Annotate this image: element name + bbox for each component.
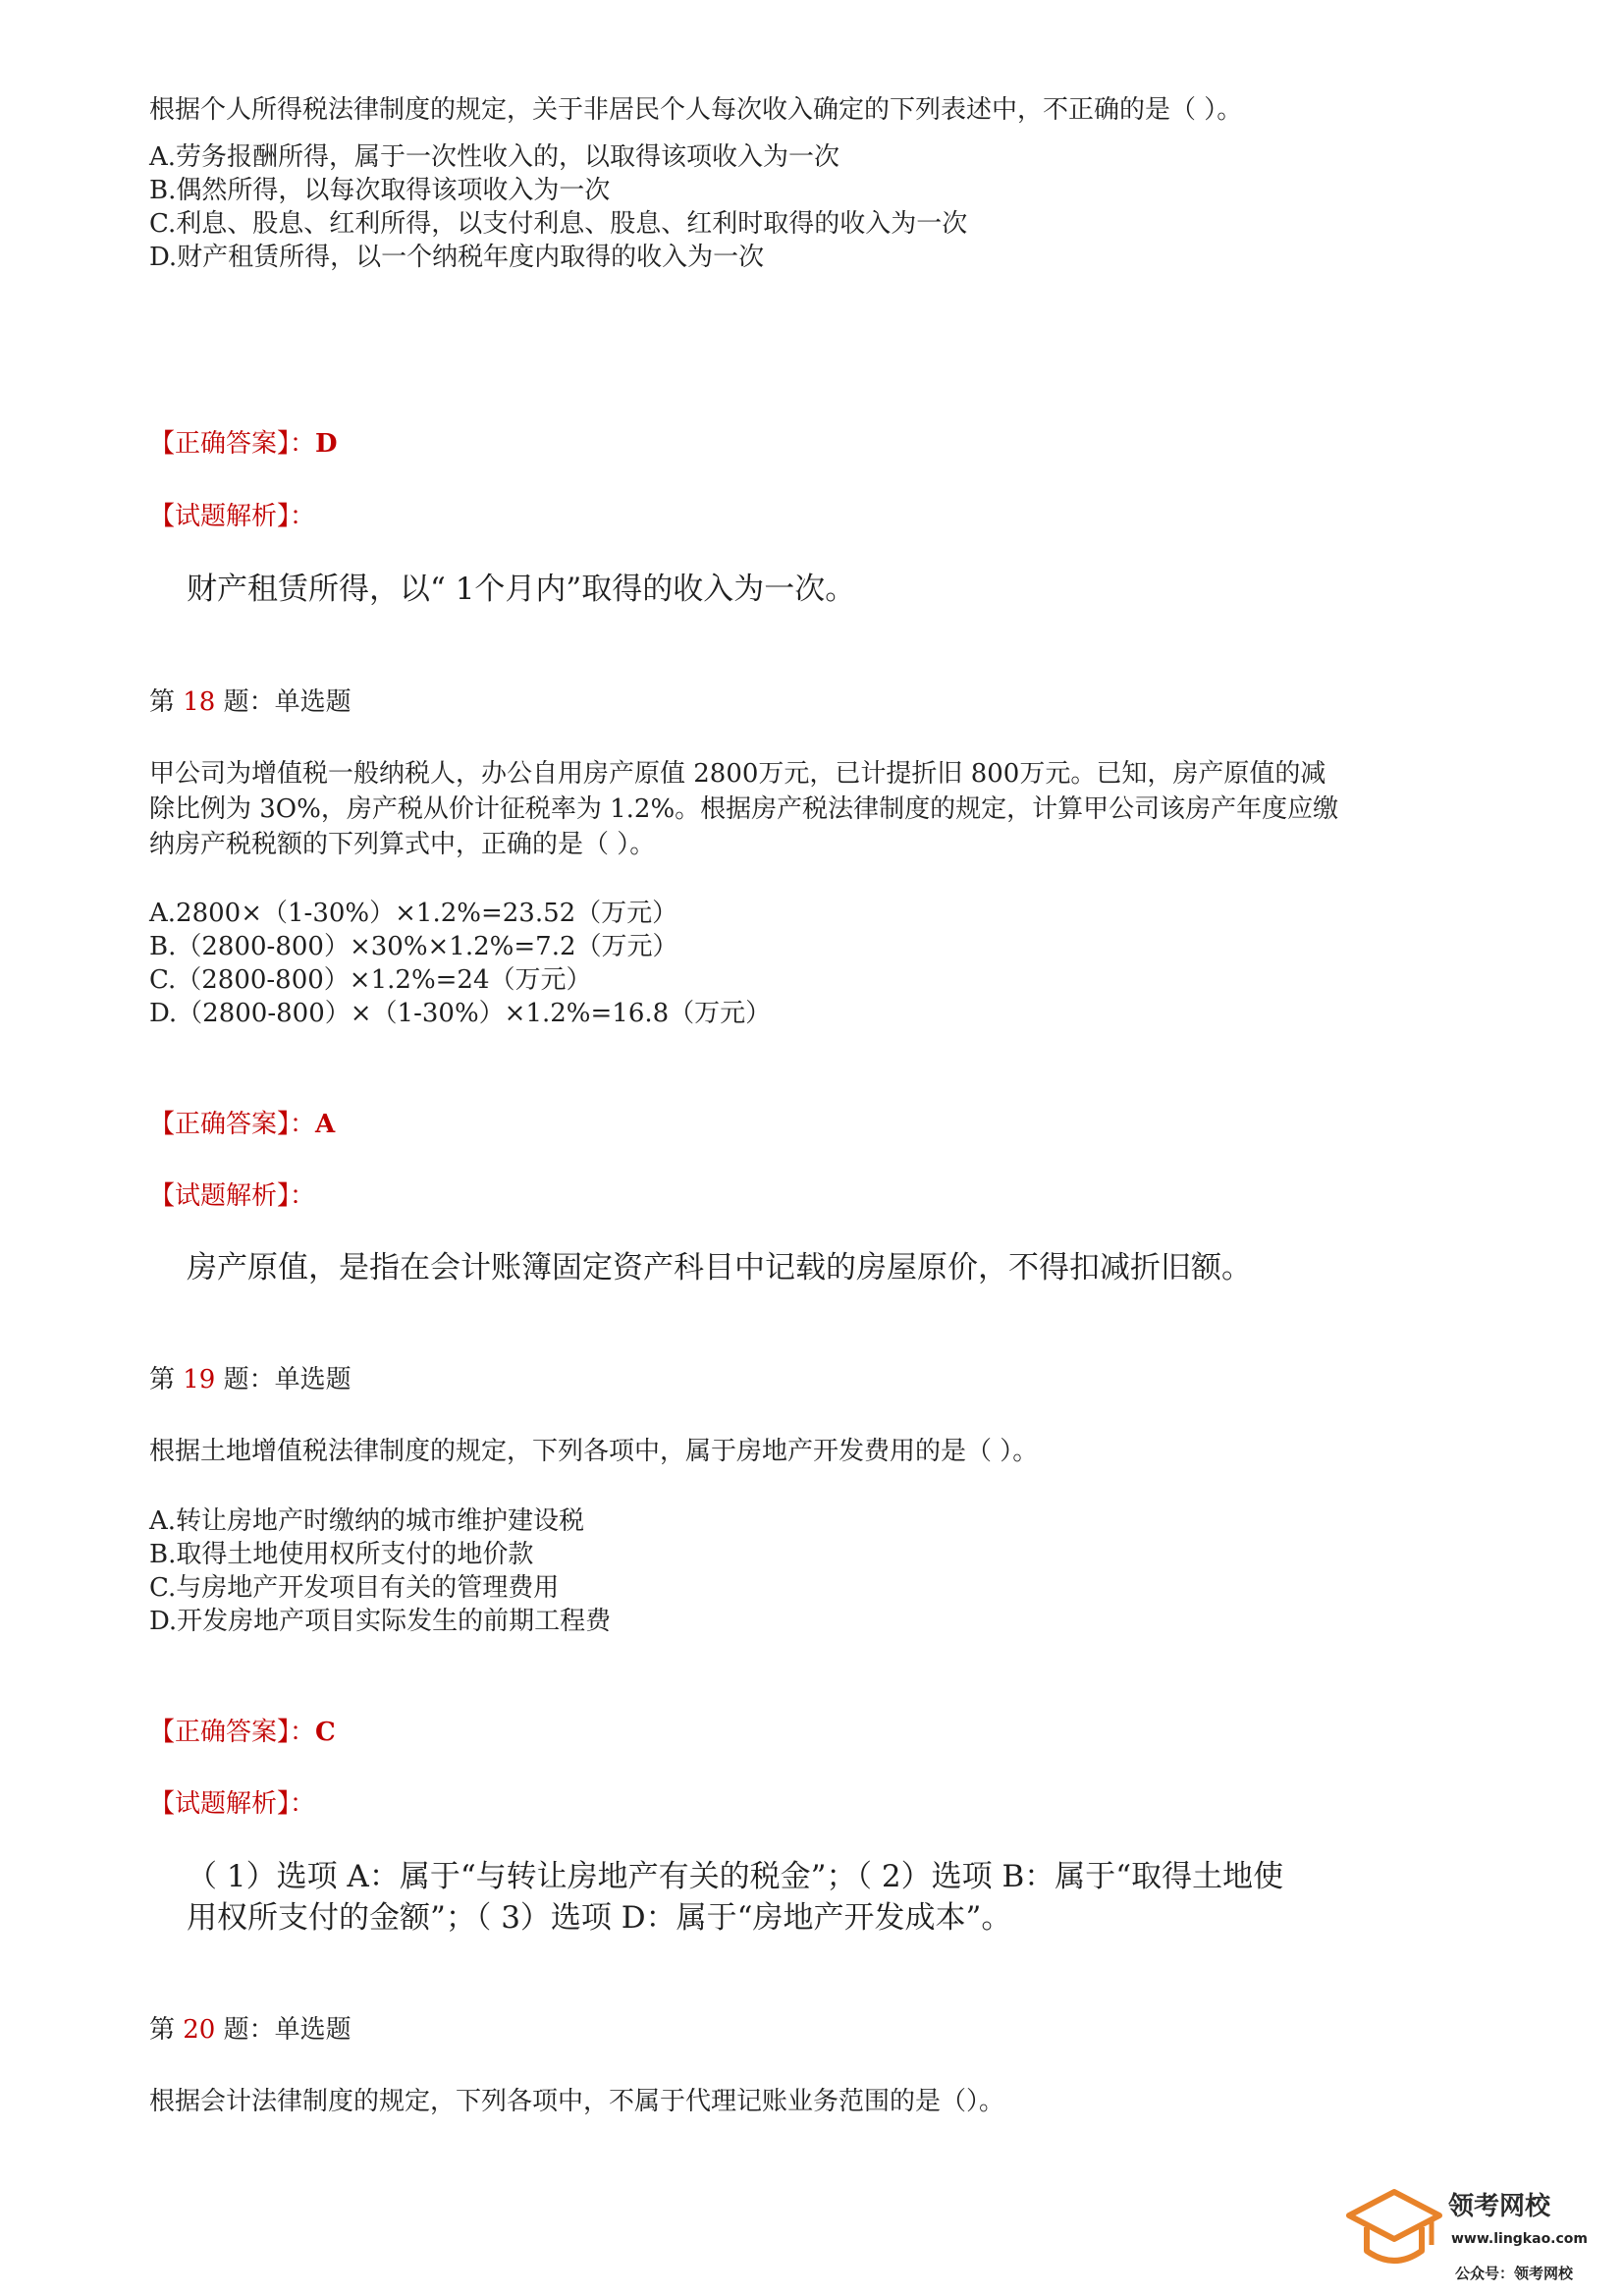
q18-analysis: 房产原值，是指在会计账簿固定资产科目中记载的房屋原价，不得扣减折旧额。	[187, 1250, 1252, 1285]
answer-label: 【正确答案】：	[149, 429, 316, 459]
q18-option-b: B.（2800-800）×30%×1.2%=7.2（万元）	[149, 932, 678, 961]
q18-options	[149, 897, 771, 1030]
logo-brand: 领考网校	[1448, 2192, 1551, 2221]
q19-option-c: C.与房地产开发项目有关的管理费用	[149, 1573, 560, 1603]
q19-options	[149, 1504, 611, 1638]
q17-options	[149, 140, 967, 274]
q17-option-c: C.利息、股息、红利所得，以支付利息、股息、红利时取得的收入为一次	[149, 209, 968, 239]
answer-value: D	[315, 429, 338, 459]
answer-value: A	[315, 1110, 336, 1139]
q19-stem: 根据土地增值税法律制度的规定，下列各项中，属于房地产开发费用的是（ ）。	[149, 1437, 1039, 1466]
q18-stem: 甲公司为增值税一般纳税人，办公自用房产原值 2800万元，已计提折旧 800万元。已知，房产原值的减 除比例为 3O%，房产税从价计征税率为 1.2%。根据房产税法律制度的规定，计算甲公司该房产年度应缴 纳房产税税额的下列算式中，正确的是（ ）。	[149, 759, 1339, 859]
q19-analysis: （ 1）选项 A：属于“与转让房地产有关的税金”；（ 2）选项 B：属于“取得土地使 用权所支付的金额”；（ 3）选项 D：属于“房地产开发成本”。	[187, 1859, 1284, 1936]
q17-option-b: B.偶然所得，以每次取得该项收入为一次	[149, 176, 611, 205]
q19-option-d: D.开发房地产项目实际发生的前期工程费	[149, 1607, 612, 1636]
q18-answer	[149, 1107, 335, 1142]
q17-answer	[149, 426, 338, 462]
q19-analysis-label: 【试题解析】：	[149, 1789, 316, 1819]
q17-option-a: A.劳务报酬所得，属于一次性收入的，以取得该项收入为一次	[149, 142, 840, 172]
q17-analysis: 财产租赁所得，以“ 1个月内”取得的收入为一次。	[187, 572, 856, 607]
q18-header: 第 18 题：单选题	[149, 687, 352, 717]
q19-option-a: A.转让房地产时缴纳的城市维护建设税	[149, 1506, 585, 1536]
graduation-cap-icon	[1345, 2186, 1443, 2280]
q17-stem: 根据个人所得税法律制度的规定，关于非居民个人每次收入确定的下列表述中，不正确的是（ ）。	[149, 95, 1243, 125]
answer-label: 【正确答案】：	[149, 1718, 316, 1747]
answer-label: 【正确答案】：	[149, 1110, 316, 1139]
q19-option-b: B.取得土地使用权所支付的地价款	[149, 1540, 534, 1569]
q19-header: 第 19 题：单选题	[149, 1365, 352, 1394]
question-number: 18	[183, 687, 216, 717]
q18-option-d: D.（2800-800）×（1-30%）×1.2%=16.8（万元）	[149, 999, 772, 1028]
logo-url: www.lingkao.com	[1451, 2231, 1589, 2247]
question-number: 20	[183, 2015, 216, 2045]
q17-option-d: D.财产租赁所得，以一个纳税年度内取得的收入为一次	[149, 243, 765, 272]
logo-public-account: 公众号：领考网校	[1455, 2265, 1574, 2282]
q20-stem: 根据会计法律制度的规定，下列各项中，不属于代理记账业务范围的是（）。	[149, 2087, 1005, 2116]
q18-analysis-label: 【试题解析】：	[149, 1181, 316, 1211]
q19-answer	[149, 1715, 336, 1750]
q17-analysis-label: 【试题解析】：	[149, 502, 316, 531]
question-number: 19	[183, 1365, 216, 1394]
lingkao-logo	[1345, 2182, 1600, 2290]
q18-option-c: C.（2800-800）×1.2%=24（万元）	[149, 965, 592, 995]
answer-value: C	[315, 1718, 336, 1747]
q20-header: 第 20 题：单选题	[149, 2015, 352, 2045]
q18-option-a: A.2800×（1-30%）×1.2%=23.52（万元）	[149, 899, 678, 928]
